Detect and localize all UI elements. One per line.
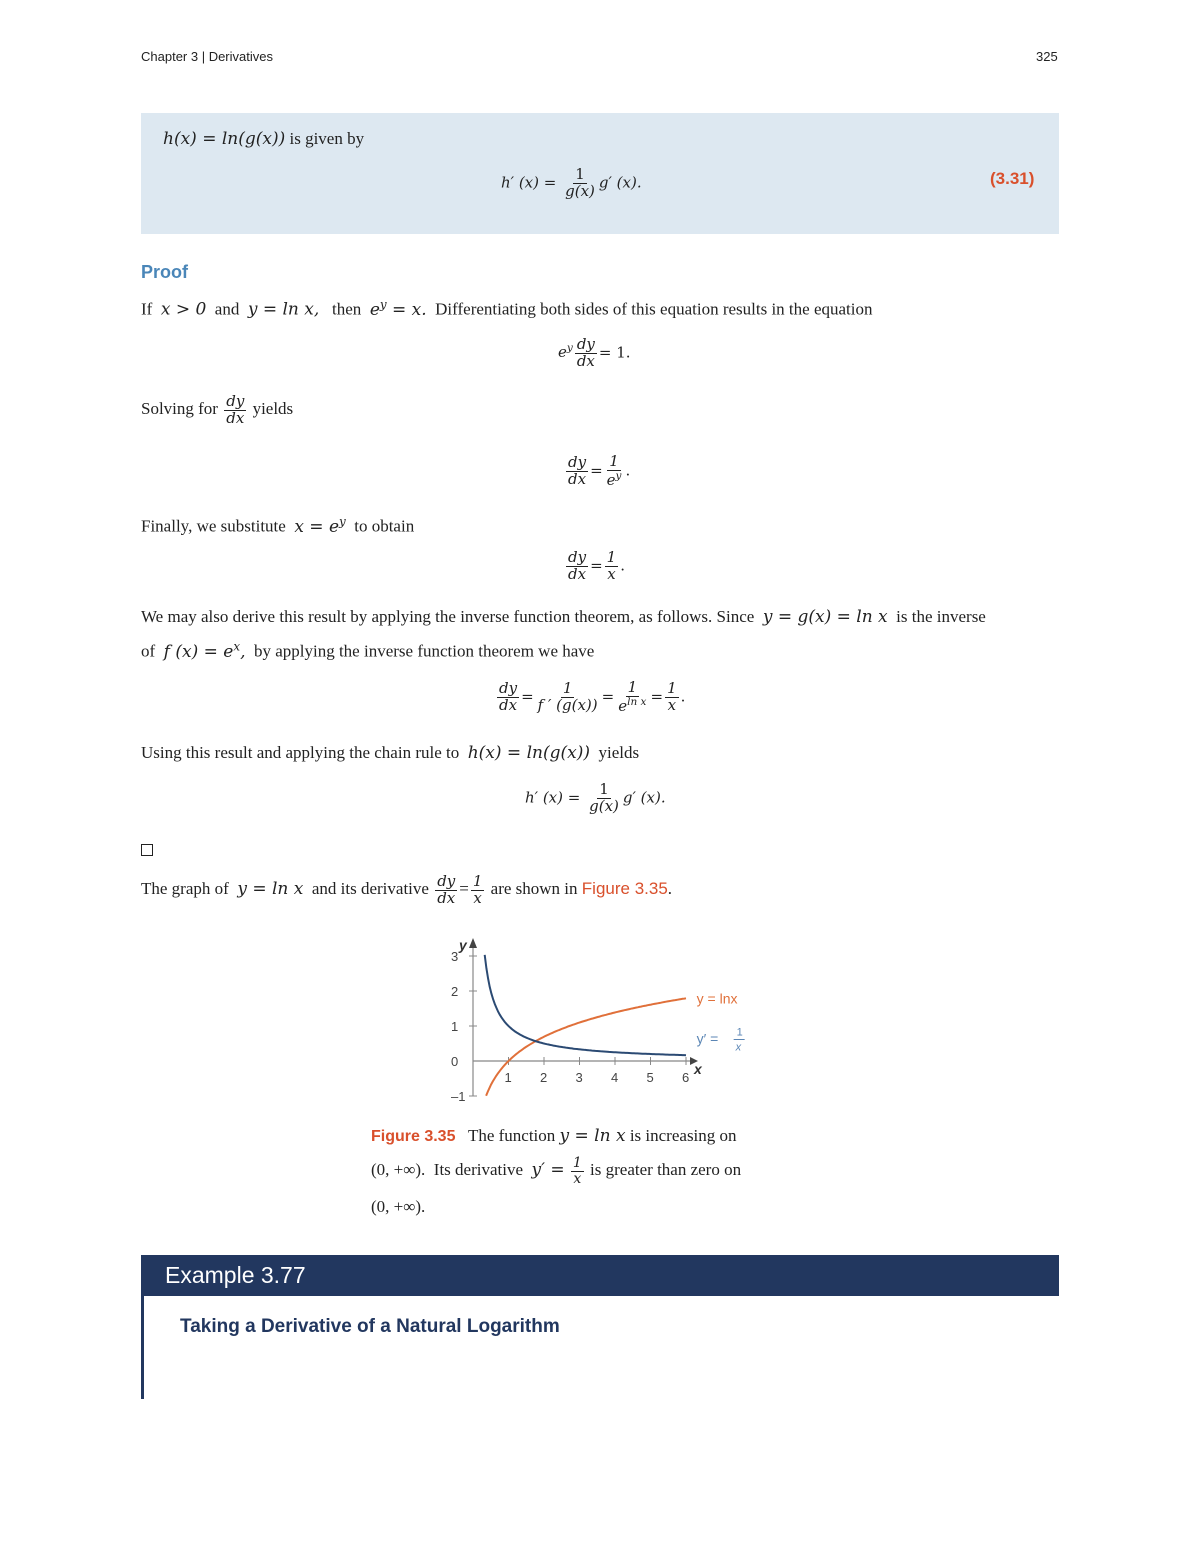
figure-chart — [440, 930, 770, 1110]
eq2-num-r: 1 — [609, 452, 619, 470]
p3-math-sup: y — [339, 514, 346, 528]
p1-cond1: x > 0 — [160, 299, 207, 320]
p1-cond2: y = ln x, — [247, 299, 320, 320]
equation-4 — [495, 680, 685, 715]
eq4-d3 — [616, 697, 648, 715]
p1-cond3 — [369, 297, 427, 320]
equation-3 — [564, 550, 625, 583]
proof-paragraph-2 — [141, 394, 293, 427]
proof-paragraph-5 — [141, 639, 594, 662]
gs-eq: = — [459, 879, 469, 899]
proof-paragraph-4 — [141, 607, 986, 627]
ln-curve-label: y = lnx — [696, 990, 738, 1007]
reciprocal-curve — [485, 955, 686, 1055]
equation-2 — [564, 454, 630, 489]
caption-fraction — [571, 1156, 584, 1186]
proof-heading: Proof — [141, 262, 188, 282]
figure-link[interactable]: Figure 3.35 — [581, 879, 668, 899]
figure-caption-label: Figure 3.35 — [371, 1128, 456, 1145]
theorem-eq-tail: g′ (x). — [598, 173, 642, 192]
p5-a: of — [141, 641, 156, 661]
x-axis-label: x — [694, 1061, 702, 1077]
p2-fraction — [224, 394, 246, 427]
gs-num: dy — [437, 872, 456, 890]
eq2-eq: = — [590, 461, 603, 480]
eq4-d4: x — [667, 695, 677, 714]
y-axis-label: y — [459, 937, 467, 953]
caption-2b: Its derivative — [433, 1160, 523, 1180]
p3-a: Finally, we substitute — [141, 516, 286, 536]
theorem-eq-den: g(x) — [565, 181, 595, 200]
p2-num: dy — [226, 392, 245, 410]
x-tick-label: 3 — [575, 1070, 583, 1085]
caption-den: x — [573, 1170, 582, 1187]
eq4-n4: 1 — [667, 679, 677, 697]
caption-1m: y = ln x — [559, 1126, 626, 1146]
p2-den: dx — [226, 408, 245, 427]
p2-b: yields — [252, 399, 294, 419]
chart-plot-area — [451, 937, 745, 1104]
p2-a: Solving for — [141, 399, 218, 419]
p5-math — [163, 639, 246, 662]
eq1-num: dy — [576, 335, 595, 353]
y-tick-label: 0 — [451, 1054, 459, 1069]
theorem-eq-num: 1 — [575, 165, 585, 183]
eq4-tail: . — [680, 687, 686, 706]
eq1-den: dx — [576, 351, 595, 370]
p1-cond3-sup: y — [379, 297, 387, 311]
p1-cond3-base: e — [369, 299, 380, 320]
reciprocal-curve-label: y′ = — [696, 1030, 719, 1047]
eq4-frac-2 — [536, 681, 600, 714]
eq5-tail: g′ (x). — [622, 788, 666, 807]
figure-caption-line-2 — [371, 1156, 741, 1186]
p1-if: If — [141, 299, 153, 319]
reciprocal-label-den: x — [735, 1041, 742, 1054]
ln-curve — [486, 998, 686, 1096]
p5-math-base: f (x) = e — [163, 641, 234, 662]
eq2-tail: . — [625, 461, 631, 480]
x-tick-label: 1 — [504, 1070, 512, 1085]
gs-math: y = ln x — [237, 879, 304, 900]
gs-den: dx — [437, 888, 456, 907]
example-header-bar — [141, 1255, 1059, 1296]
proof-paragraph-6 — [141, 743, 639, 763]
eq4-e3: = — [650, 687, 664, 706]
caption-1a: The function — [467, 1126, 556, 1145]
caption-2a: (0, +∞). — [371, 1160, 426, 1180]
gs-fraction — [435, 874, 457, 907]
eq3-tail: . — [620, 556, 625, 575]
eq1-lead-base: e — [558, 343, 567, 362]
eq4-d2: f ′ (g(x)) — [537, 695, 598, 714]
gs-a: The graph of — [141, 879, 229, 899]
gs-den2: x — [473, 888, 482, 907]
eq3-num-r: 1 — [606, 548, 617, 566]
eq4-d3-base: e — [618, 696, 628, 715]
p6-b: yields — [598, 743, 640, 762]
eq1-lead — [558, 343, 573, 361]
theorem-box — [141, 113, 1059, 234]
eq1-fraction — [575, 337, 597, 370]
theorem-eq-lhs: h′ (x) = — [501, 173, 557, 192]
figure-caption-line-3: (0, +∞). — [371, 1197, 426, 1216]
eq3-den-r: x — [607, 564, 616, 583]
figure-caption-line-1 — [371, 1126, 737, 1146]
theorem-lhs: h(x) = ln(g(x)) — [163, 129, 286, 149]
p5-math-tail: , — [240, 641, 246, 662]
p3-math — [294, 514, 346, 537]
eq4-e2: = — [601, 687, 615, 706]
p3-math-base: x = e — [294, 516, 340, 537]
eq5-num: 1 — [599, 780, 609, 798]
qed-square-icon — [141, 844, 153, 856]
theorem-equation — [501, 167, 642, 200]
p5-math-sup: x — [233, 639, 241, 653]
eq2-num-l: dy — [568, 453, 587, 471]
caption-1b: is increasing on — [629, 1126, 737, 1145]
gs-c: are shown in — [490, 879, 578, 899]
eq2-right-fraction — [605, 454, 624, 489]
p4-a: We may also derive this result by applying the inverse function theorem, as follows. Since — [141, 607, 755, 626]
eq3-right-fraction — [605, 550, 619, 583]
example-subtitle: Taking a Derivative of a Natural Logarithm — [180, 1316, 560, 1337]
equation-number: (3.31) — [990, 169, 1035, 188]
y-axis-arrow-icon — [469, 938, 477, 948]
p1-text: Differentiating both sides of this equation results in the equation — [435, 299, 873, 319]
eq1-lead-sup: y — [566, 342, 573, 355]
proof-paragraph-3 — [141, 514, 414, 537]
eq2-den-l: dx — [568, 469, 587, 488]
page-number: 325 — [1036, 49, 1058, 64]
eq3-den-l: dx — [568, 564, 587, 583]
proof-paragraph-1 — [141, 297, 873, 320]
eq4-d3-sup: ln x — [627, 695, 647, 708]
theorem-intro: is given by — [289, 129, 365, 148]
y-tick-label: –1 — [451, 1089, 466, 1104]
eq5-lhs: h′ (x) = — [525, 788, 581, 807]
eq4-frac-4 — [665, 681, 679, 714]
x-tick-label: 5 — [646, 1070, 654, 1085]
eq3-eq: = — [590, 556, 603, 575]
y-tick-label: 3 — [451, 949, 459, 964]
gs-fraction-2 — [471, 874, 485, 907]
eq5-den: g(x) — [589, 796, 619, 815]
eq4-frac-3 — [616, 680, 648, 715]
p1-then: then — [332, 299, 362, 319]
eq4-frac-1 — [497, 681, 519, 714]
eq4-e1: = — [521, 687, 534, 706]
eq2-left-fraction — [566, 455, 588, 488]
running-header: Chapter 3 | Derivatives — [141, 49, 273, 64]
y-tick-label: 2 — [451, 984, 459, 999]
x-tick-label: 2 — [540, 1070, 548, 1085]
caption-num: 1 — [572, 1155, 582, 1171]
eq2-den-r — [605, 471, 624, 489]
theorem-intro-line — [163, 129, 364, 149]
graph-sentence — [141, 874, 672, 907]
eq3-num-l: dy — [568, 548, 587, 566]
eq3-left-fraction — [566, 550, 588, 583]
p5-b: by applying the inverse function theorem we have — [253, 641, 595, 661]
eq4-n3: 1 — [627, 678, 638, 696]
eq5-fraction — [587, 782, 621, 815]
x-tick-label: 4 — [611, 1070, 619, 1085]
x-tick-label: 6 — [682, 1070, 690, 1085]
p6-a: Using this result and applying the chain rule to — [141, 743, 460, 762]
gs-num2: 1 — [472, 872, 483, 890]
example-title: Example 3.77 — [165, 1262, 306, 1288]
equation-1 — [558, 337, 631, 370]
theorem-eq-fraction — [563, 167, 597, 200]
p1-cond3-tail: = x. — [386, 299, 427, 320]
eq1-tail: = 1. — [598, 343, 631, 362]
eq4-n1: dy — [499, 679, 518, 697]
reciprocal-label-num: 1 — [736, 1026, 743, 1039]
gs-d: . — [667, 879, 673, 899]
y-tick-label: 1 — [451, 1019, 459, 1034]
example-left-rule — [141, 1296, 144, 1399]
equation-5 — [525, 782, 666, 815]
eq4-n2: 1 — [562, 679, 573, 697]
p1-and: and — [214, 299, 240, 319]
caption-2m: y′ = — [531, 1160, 565, 1181]
p6-math: h(x) = ln(g(x)) — [467, 743, 590, 763]
eq4-d1: dx — [499, 695, 518, 714]
eq2-den-r-sup: y — [615, 469, 622, 482]
p4-math: y = g(x) = ln x — [762, 607, 888, 627]
p3-b: to obtain — [354, 516, 415, 536]
p4-b: is the inverse — [896, 607, 986, 626]
caption-2c: is greater than zero on — [590, 1160, 742, 1180]
gs-b: and its derivative — [311, 879, 429, 899]
eq2-den-r-base: e — [606, 470, 616, 489]
